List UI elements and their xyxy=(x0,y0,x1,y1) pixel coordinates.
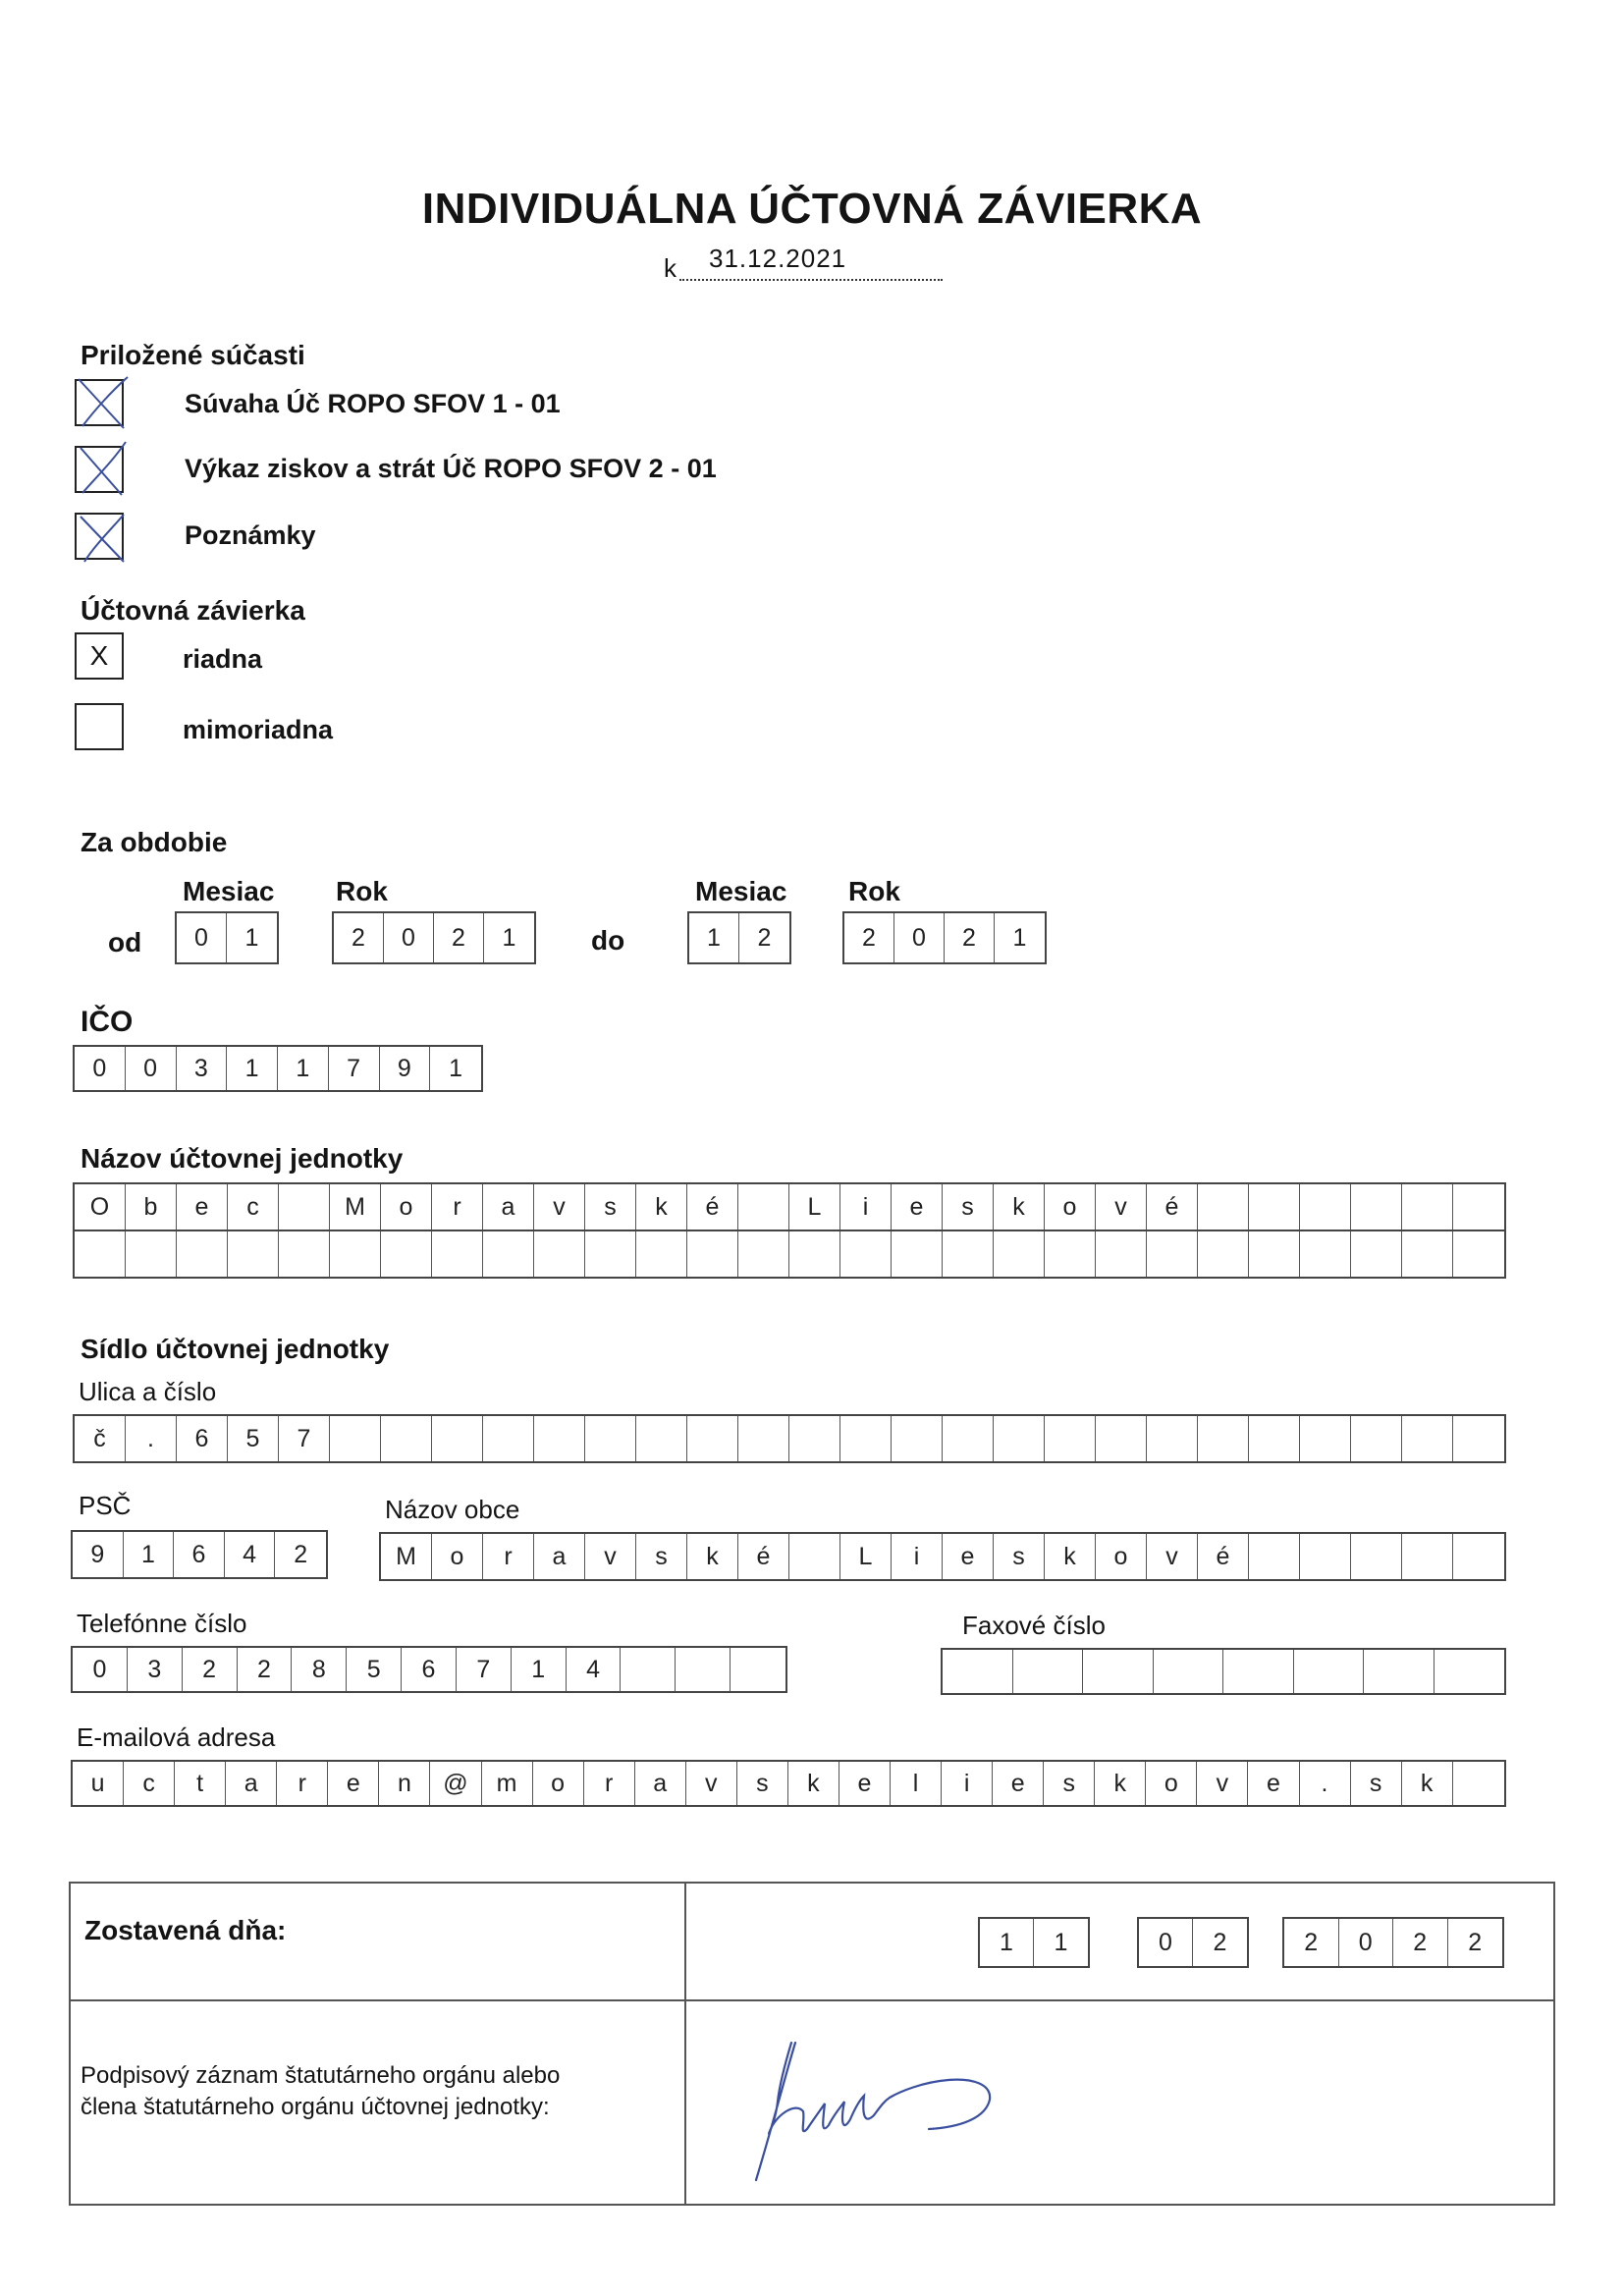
char-cell: e xyxy=(839,1762,891,1805)
digit-cell: 0 xyxy=(384,913,434,962)
to-year-field[interactable] xyxy=(842,911,1047,964)
char-cell xyxy=(483,1416,534,1461)
char-cell: v xyxy=(1096,1184,1147,1230)
char-cell: s xyxy=(585,1184,636,1230)
digit-cell: 0 xyxy=(75,1047,126,1090)
char-cell: a xyxy=(226,1762,277,1805)
char-cell: v xyxy=(1147,1534,1198,1579)
char-cell xyxy=(789,1416,840,1461)
char-cell: 8 xyxy=(292,1648,347,1691)
char-cell: č xyxy=(75,1416,126,1461)
from-month-field[interactable] xyxy=(175,911,279,964)
char-cell: 2 xyxy=(1468,1928,1483,1956)
char-cell xyxy=(636,1416,687,1461)
fax-label: Faxové číslo xyxy=(962,1611,1106,1640)
digit-cell: 2 xyxy=(844,913,894,962)
digit-cell: 0 xyxy=(126,1047,177,1090)
char-cell: 7 xyxy=(279,1416,330,1461)
statement-date: 31.12.2021 xyxy=(709,244,847,273)
char-cell xyxy=(943,1416,994,1461)
char-cell xyxy=(381,1231,432,1277)
checkbox-extraordinary[interactable] xyxy=(75,703,124,750)
date-prefix: k xyxy=(664,253,677,283)
char-cell: 0 xyxy=(1139,1919,1193,1966)
char-cell xyxy=(1045,1416,1096,1461)
char-cell: 1 xyxy=(980,1919,1034,1966)
ico-field[interactable] xyxy=(73,1045,483,1092)
char-cell xyxy=(943,1650,1013,1693)
from-year-field[interactable] xyxy=(332,911,536,964)
char-cell: r xyxy=(584,1762,635,1805)
char-cell xyxy=(789,1534,840,1579)
option-label-regular: riadna xyxy=(183,644,263,674)
zip-label: PSČ xyxy=(79,1491,132,1520)
char-cell: v xyxy=(585,1534,636,1579)
char-cell xyxy=(738,1416,789,1461)
signature-label-line-2: člena štatutárneho orgánu účtovnej jednotky: xyxy=(81,2094,550,2120)
char-cell: a xyxy=(534,1534,585,1579)
char-cell xyxy=(687,1416,738,1461)
digit-cell: 0 xyxy=(894,913,945,962)
digit-cell: 2 xyxy=(945,913,995,962)
cross-mark-icon xyxy=(73,438,132,499)
to-month-label: Mesiac xyxy=(695,876,787,906)
char-cell xyxy=(1249,1416,1300,1461)
char-cell: 6 xyxy=(174,1532,225,1577)
char-cell: . xyxy=(1300,1762,1351,1805)
street-label: Ulica a číslo xyxy=(79,1377,217,1406)
char-cell: k xyxy=(687,1534,738,1579)
cross-mark-icon xyxy=(73,371,132,432)
char-cell: n xyxy=(379,1762,430,1805)
char-cell: t xyxy=(175,1762,226,1805)
table-divider-horizontal xyxy=(71,1999,1553,2001)
char-cell xyxy=(279,1231,330,1277)
checkbox-notes[interactable] xyxy=(75,513,124,560)
char-cell xyxy=(1453,1416,1504,1461)
address-heading: Sídlo účtovnej jednotky xyxy=(81,1334,390,1364)
char-cell xyxy=(1045,1231,1096,1277)
char-cell: e xyxy=(943,1534,994,1579)
char-cell: r xyxy=(432,1184,483,1230)
char-cell: 2 xyxy=(294,1540,308,1568)
char-cell xyxy=(1351,1534,1402,1579)
email-field[interactable] xyxy=(71,1760,1506,1807)
to-month-field[interactable] xyxy=(687,911,791,964)
digit-cell: 2 xyxy=(434,913,484,962)
char-cell: c xyxy=(228,1184,279,1230)
char-cell: 6 xyxy=(402,1648,457,1691)
char-cell: s xyxy=(636,1534,687,1579)
char-cell xyxy=(1294,1650,1365,1693)
phone-label: Telefónne číslo xyxy=(77,1609,247,1638)
char-cell: e xyxy=(177,1184,228,1230)
component-label-income-statement: Výkaz ziskov a strát Úč ROPO SFOV 2 - 01 xyxy=(185,454,717,483)
char-cell: 1 xyxy=(124,1532,175,1577)
checkbox-income-statement[interactable] xyxy=(75,446,124,493)
digit-cell: 1 xyxy=(689,913,739,962)
char-cell xyxy=(1249,1231,1300,1277)
char-cell: i xyxy=(942,1762,993,1805)
char-cell: 0 xyxy=(1339,1919,1394,1966)
char-cell xyxy=(1300,1416,1351,1461)
digit-cell: 1 xyxy=(244,923,259,952)
char-cell xyxy=(1147,1416,1198,1461)
char-cell xyxy=(330,1231,381,1277)
char-cell xyxy=(1096,1231,1147,1277)
char-cell: 0 xyxy=(73,1648,128,1691)
char-cell xyxy=(1453,1231,1504,1277)
char-cell xyxy=(177,1231,228,1277)
char-cell: é xyxy=(738,1534,789,1579)
components-heading: Priložené súčasti xyxy=(81,340,305,370)
char-cell: v xyxy=(686,1762,737,1805)
char-cell: O xyxy=(75,1184,126,1230)
fax-field[interactable] xyxy=(941,1648,1506,1695)
char-cell xyxy=(738,1231,789,1277)
char-cell xyxy=(738,1184,789,1230)
char-cell: a xyxy=(483,1184,534,1230)
handwritten-signature xyxy=(727,2023,1051,2200)
digit-cell: 1 xyxy=(502,923,516,952)
period-heading: Za obdobie xyxy=(81,827,228,857)
char-cell: o xyxy=(1096,1534,1147,1579)
char-cell: M xyxy=(330,1184,381,1230)
char-cell: é xyxy=(687,1184,738,1230)
char-cell: s xyxy=(737,1762,788,1805)
city-label: Názov obce xyxy=(385,1495,520,1524)
char-cell xyxy=(1402,1534,1453,1579)
component-label-notes: Poznámky xyxy=(185,520,316,550)
char-cell: e xyxy=(993,1762,1044,1805)
char-cell xyxy=(1198,1231,1249,1277)
char-cell xyxy=(1147,1231,1198,1277)
digit-cell: 1 xyxy=(449,1054,463,1082)
char-cell: 2 xyxy=(1284,1919,1339,1966)
char-cell: k xyxy=(1402,1762,1453,1805)
char-cell xyxy=(892,1231,943,1277)
char-cell: s xyxy=(994,1534,1045,1579)
char-cell: o xyxy=(533,1762,584,1805)
char-cell: 2 xyxy=(238,1648,293,1691)
city-field[interactable] xyxy=(379,1532,1506,1581)
char-cell xyxy=(1300,1184,1351,1230)
digit-cell: 1 xyxy=(278,1047,329,1090)
char-cell xyxy=(840,1231,892,1277)
char-cell xyxy=(1198,1416,1249,1461)
char-cell xyxy=(585,1231,636,1277)
digit-cell: 1 xyxy=(1012,923,1027,952)
char-cell xyxy=(381,1416,432,1461)
char-cell: c xyxy=(124,1762,175,1805)
signature-label-line-1: Podpisový záznam štatutárneho orgánu alebo xyxy=(81,2062,561,2089)
char-cell xyxy=(1453,1762,1504,1805)
char-cell: L xyxy=(789,1184,840,1230)
street-field[interactable] xyxy=(73,1414,1506,1463)
char-cell xyxy=(1249,1534,1300,1579)
char-cell: 2 xyxy=(1213,1928,1227,1956)
char-cell xyxy=(636,1231,687,1277)
char-cell xyxy=(1013,1650,1084,1693)
prepared-year-field[interactable] xyxy=(1282,1917,1504,1968)
email-label: E-mailová adresa xyxy=(77,1722,276,1752)
char-cell: u xyxy=(73,1762,124,1805)
char-cell: r xyxy=(483,1534,534,1579)
char-cell: m xyxy=(482,1762,533,1805)
char-cell: e xyxy=(328,1762,379,1805)
char-cell: i xyxy=(892,1534,943,1579)
zip-field[interactable] xyxy=(71,1530,328,1579)
char-cell: @ xyxy=(430,1762,481,1805)
unit-name-field-row-2[interactable] xyxy=(73,1230,1506,1279)
char-cell: 1 xyxy=(1054,1928,1068,1956)
char-cell xyxy=(483,1231,534,1277)
char-cell: i xyxy=(840,1184,892,1230)
unit-name-heading: Názov účtovnej jednotky xyxy=(81,1143,404,1174)
char-cell xyxy=(432,1231,483,1277)
char-cell: k xyxy=(788,1762,839,1805)
char-cell xyxy=(1083,1650,1154,1693)
char-cell xyxy=(1402,1231,1453,1277)
char-cell xyxy=(534,1231,585,1277)
char-cell: s xyxy=(943,1184,994,1230)
char-cell xyxy=(621,1648,676,1691)
char-cell xyxy=(1300,1231,1351,1277)
from-year-label: Rok xyxy=(336,876,388,906)
prepared-day-field[interactable] xyxy=(978,1917,1090,1968)
char-cell: 9 xyxy=(73,1532,124,1577)
char-cell: o xyxy=(1045,1184,1096,1230)
char-cell: v xyxy=(1197,1762,1248,1805)
char-cell: 2 xyxy=(1393,1919,1448,1966)
char-cell xyxy=(1435,1650,1505,1693)
digit-cell: 7 xyxy=(329,1047,380,1090)
char-cell: l xyxy=(891,1762,942,1805)
digit-cell: 3 xyxy=(177,1047,228,1090)
char-cell xyxy=(75,1231,126,1277)
char-cell: o xyxy=(1146,1762,1197,1805)
char-cell: 5 xyxy=(347,1648,402,1691)
char-cell: 4 xyxy=(225,1532,276,1577)
char-cell xyxy=(432,1416,483,1461)
char-cell xyxy=(789,1231,840,1277)
char-cell xyxy=(1249,1184,1300,1230)
char-cell xyxy=(840,1416,892,1461)
char-cell xyxy=(1154,1650,1224,1693)
cross-mark-icon xyxy=(73,505,132,566)
char-cell xyxy=(1300,1534,1351,1579)
char-cell: s xyxy=(1044,1762,1095,1805)
component-label-balance-sheet: Súvaha Úč ROPO SFOV 1 - 01 xyxy=(185,389,561,418)
char-cell xyxy=(676,1648,731,1691)
digit-cell: 0 xyxy=(177,913,227,962)
date-dotted-line xyxy=(679,273,943,281)
char-cell xyxy=(687,1231,738,1277)
char-cell: . xyxy=(126,1416,177,1461)
char-cell xyxy=(1364,1650,1435,1693)
char-cell: 3 xyxy=(128,1648,183,1691)
checkbox-balance-sheet[interactable] xyxy=(75,379,124,426)
char-cell xyxy=(1453,1184,1504,1230)
table-divider-vertical xyxy=(684,1884,686,2204)
char-cell: b xyxy=(126,1184,177,1230)
char-cell xyxy=(1351,1184,1402,1230)
char-cell xyxy=(330,1416,381,1461)
char-cell: M xyxy=(381,1534,432,1579)
from-label: od xyxy=(108,927,142,957)
char-cell: L xyxy=(840,1534,892,1579)
char-cell: 5 xyxy=(228,1416,279,1461)
char-cell: r xyxy=(277,1762,328,1805)
char-cell xyxy=(1223,1650,1294,1693)
char-cell: e xyxy=(1248,1762,1299,1805)
char-cell xyxy=(1198,1184,1249,1230)
char-cell: k xyxy=(994,1184,1045,1230)
checkbox-regular[interactable]: X xyxy=(75,632,124,680)
char-cell: k xyxy=(1045,1534,1096,1579)
digit-cell: 9 xyxy=(380,1047,431,1090)
char-cell: 7 xyxy=(457,1648,512,1691)
document-title: INDIVIDUÁLNA ÚČTOVNÁ ZÁVIERKA xyxy=(421,185,1203,233)
char-cell xyxy=(228,1231,279,1277)
prepared-label: Zostavená dňa: xyxy=(84,1915,287,1945)
char-cell xyxy=(1351,1416,1402,1461)
unit-name-field-row-1[interactable] xyxy=(73,1182,1506,1231)
prepared-month-field[interactable] xyxy=(1137,1917,1249,1968)
char-cell xyxy=(1402,1184,1453,1230)
char-cell: k xyxy=(636,1184,687,1230)
ico-heading: IČO xyxy=(81,1006,134,1038)
to-label: do xyxy=(591,925,625,956)
char-cell: e xyxy=(892,1184,943,1230)
option-label-extraordinary: mimoriadna xyxy=(183,715,334,744)
char-cell: a xyxy=(635,1762,686,1805)
char-cell xyxy=(279,1184,330,1230)
char-cell xyxy=(943,1231,994,1277)
char-cell: é xyxy=(1198,1534,1249,1579)
char-cell: 1 xyxy=(512,1648,567,1691)
char-cell: v xyxy=(534,1184,585,1230)
char-cell xyxy=(126,1231,177,1277)
char-cell xyxy=(534,1416,585,1461)
char-cell: 2 xyxy=(183,1648,238,1691)
digit-cell: 2 xyxy=(757,923,772,952)
char-cell xyxy=(1096,1416,1147,1461)
char-cell: é xyxy=(1147,1184,1198,1230)
char-cell xyxy=(585,1416,636,1461)
char-cell xyxy=(1351,1231,1402,1277)
from-month-label: Mesiac xyxy=(183,876,275,906)
char-cell xyxy=(1453,1534,1504,1579)
char-cell: 6 xyxy=(177,1416,228,1461)
statement-type-heading: Účtovná závierka xyxy=(81,595,305,626)
char-cell xyxy=(994,1231,1045,1277)
char-cell: o xyxy=(432,1534,483,1579)
char-cell xyxy=(731,1648,785,1691)
char-cell xyxy=(994,1416,1045,1461)
char-cell: o xyxy=(381,1184,432,1230)
digit-cell: 1 xyxy=(227,1047,278,1090)
phone-field[interactable] xyxy=(71,1646,787,1693)
char-cell: 4 xyxy=(567,1648,622,1691)
digit-cell: 2 xyxy=(334,913,384,962)
char-cell: s xyxy=(1351,1762,1402,1805)
char-cell: k xyxy=(1095,1762,1146,1805)
to-year-label: Rok xyxy=(848,876,900,906)
char-cell xyxy=(1402,1416,1453,1461)
char-cell xyxy=(892,1416,943,1461)
